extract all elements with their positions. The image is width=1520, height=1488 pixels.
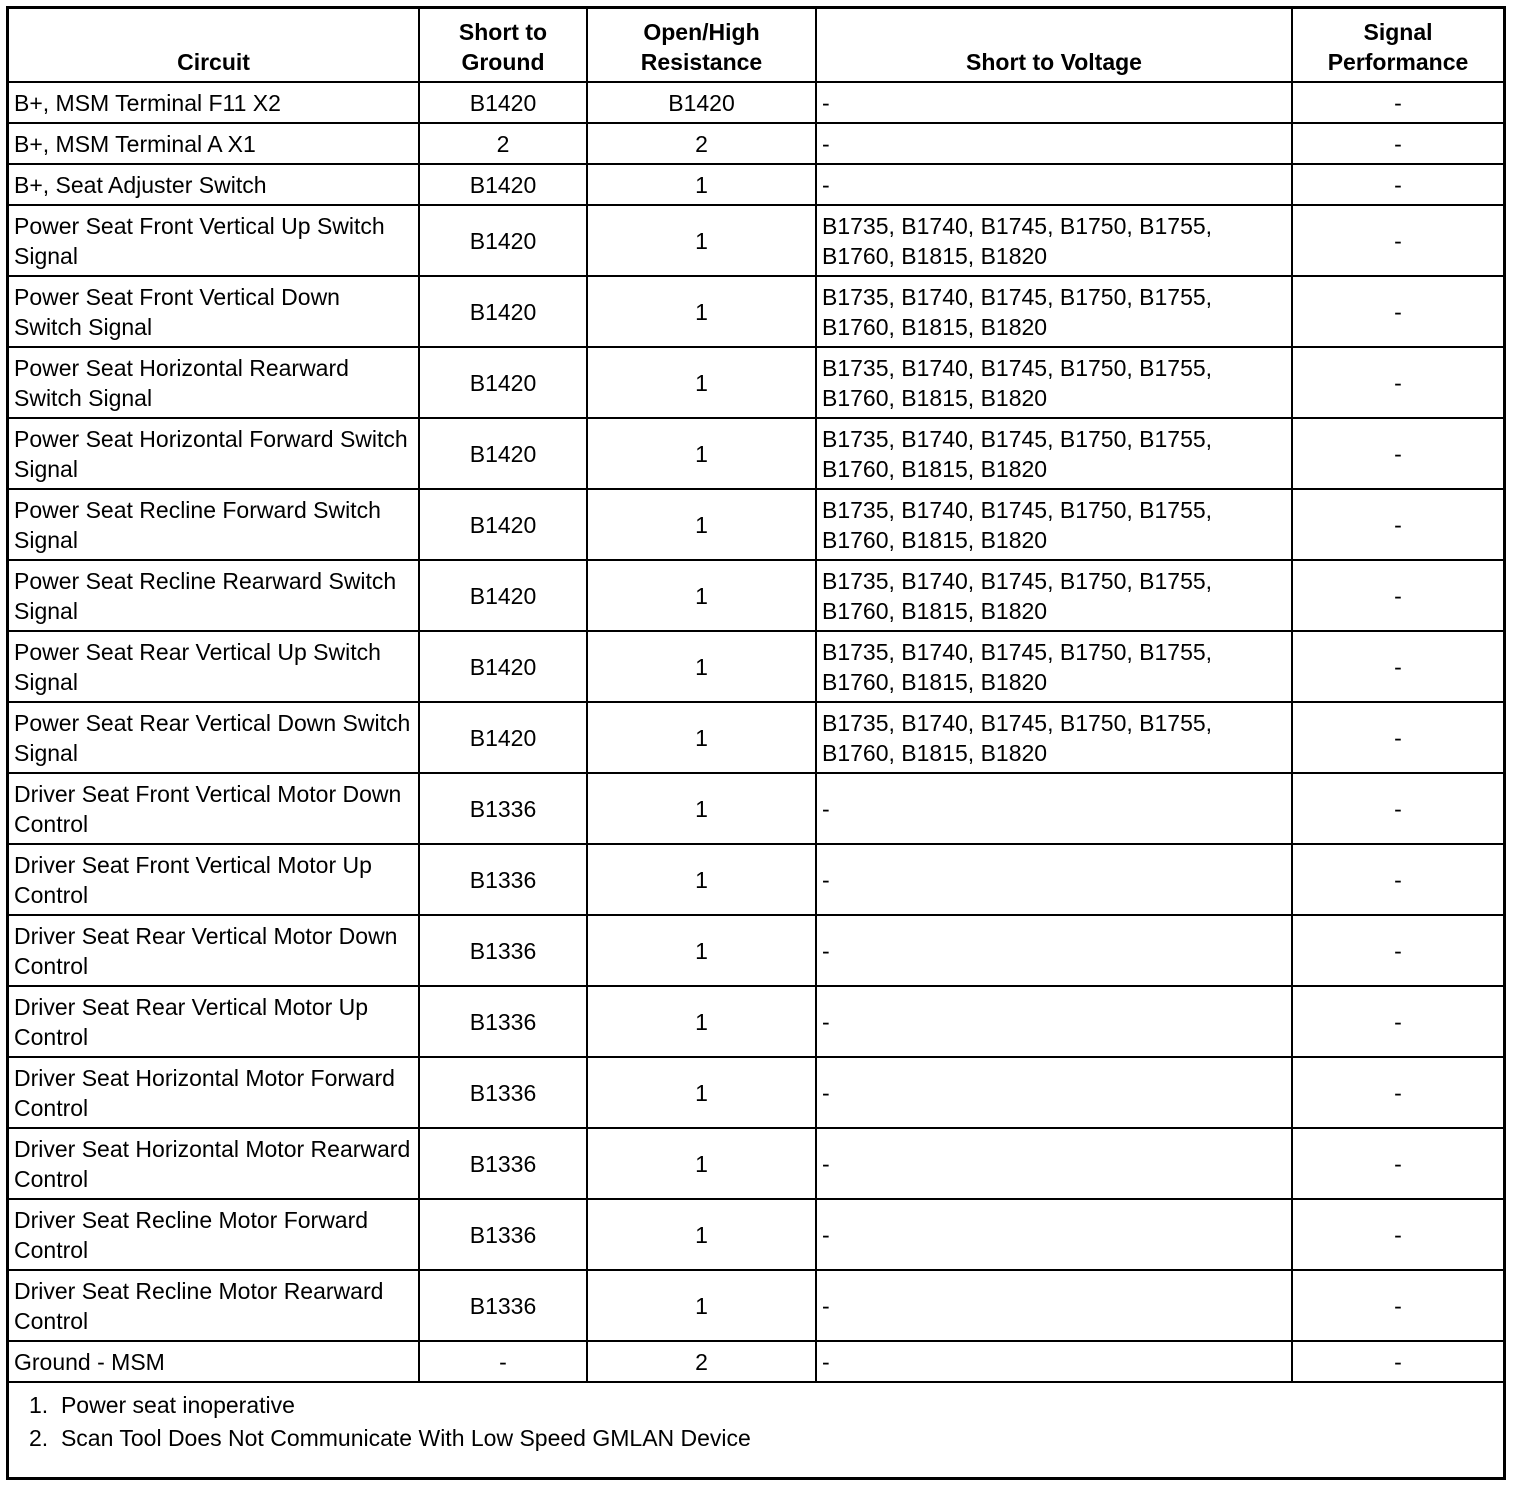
- table-row: [9, 844, 1503, 915]
- cell-open-high-resistance: 1: [587, 773, 816, 844]
- cell-circuit: Driver Seat Rear Vertical Motor Down Control: [9, 915, 419, 986]
- cell-signal-performance: -: [1292, 1270, 1503, 1341]
- cell-open-high-resistance: 1: [587, 1270, 816, 1341]
- cell-signal-performance: -: [1292, 205, 1503, 276]
- cell-short-to-ground: B1336: [419, 844, 587, 915]
- cell-circuit: Power Seat Recline Forward Switch Signal: [9, 489, 419, 560]
- cell-signal-performance: -: [1292, 1128, 1503, 1199]
- cell-open-high-resistance: 1: [587, 1128, 816, 1199]
- cell-circuit: Power Seat Horizontal Forward Switch Signal: [9, 418, 419, 489]
- cell-circuit: Driver Seat Horizontal Motor Forward Control: [9, 1057, 419, 1128]
- table-row: [9, 1057, 1503, 1128]
- cell-signal-performance: -: [1292, 1199, 1503, 1270]
- table-row: [9, 773, 1503, 844]
- cell-signal-performance: -: [1292, 844, 1503, 915]
- table-row: [9, 702, 1503, 773]
- cell-short-to-ground: B1420: [419, 702, 587, 773]
- header-short-to-ground: Short to Ground: [419, 9, 587, 82]
- cell-short-to-ground: B1336: [419, 1199, 587, 1270]
- cell-short-to-ground: B1420: [419, 631, 587, 702]
- cell-circuit: Power Seat Rear Vertical Down Switch Signal: [9, 702, 419, 773]
- cell-circuit: Power Seat Front Vertical Up Switch Signal: [9, 205, 419, 276]
- cell-signal-performance: -: [1292, 773, 1503, 844]
- cell-short-to-ground: B1420: [419, 347, 587, 418]
- header-short-to-voltage: Short to Voltage: [816, 9, 1292, 82]
- cell-signal-performance: -: [1292, 915, 1503, 986]
- footnote: 1. Power seat inoperative: [29, 1392, 295, 1418]
- circuit-dtc-table: [9, 9, 1503, 1383]
- cell-circuit: Power Seat Horizontal Rearward Switch Signal: [9, 347, 419, 418]
- header-signal-performance: Signal Performance: [1292, 9, 1503, 82]
- cell-open-high-resistance: B1420: [587, 82, 816, 123]
- header-open-high-resistance: Open/High Resistance: [587, 9, 816, 82]
- cell-signal-performance: -: [1292, 82, 1503, 123]
- cell-short-to-ground: B1420: [419, 82, 587, 123]
- cell-short-to-voltage: B1735, B1740, B1745, B1750, B1755, B1760, B1815, B1820: [816, 489, 1292, 560]
- cell-open-high-resistance: 1: [587, 205, 816, 276]
- cell-short-to-ground: -: [419, 1341, 587, 1382]
- cell-circuit: Power Seat Front Vertical Down Switch Signal: [9, 276, 419, 347]
- table-row: [9, 1199, 1503, 1270]
- cell-circuit: Ground - MSM: [9, 1341, 419, 1382]
- cell-open-high-resistance: 1: [587, 986, 816, 1057]
- table-row: [9, 123, 1503, 164]
- cell-signal-performance: -: [1292, 631, 1503, 702]
- cell-short-to-voltage: -: [816, 1128, 1292, 1199]
- cell-short-to-ground: B1420: [419, 164, 587, 205]
- cell-circuit: Power Seat Recline Rearward Switch Signal: [9, 560, 419, 631]
- cell-circuit: Driver Seat Front Vertical Motor Up Control: [9, 844, 419, 915]
- cell-short-to-ground: B1420: [419, 489, 587, 560]
- table-row: [9, 986, 1503, 1057]
- cell-circuit: B+, Seat Adjuster Switch: [9, 164, 419, 205]
- cell-signal-performance: -: [1292, 560, 1503, 631]
- cell-short-to-ground: B1336: [419, 1270, 587, 1341]
- cell-short-to-voltage: -: [816, 1057, 1292, 1128]
- cell-open-high-resistance: 1: [587, 489, 816, 560]
- cell-short-to-voltage: B1735, B1740, B1745, B1750, B1755, B1760, B1815, B1820: [816, 205, 1292, 276]
- cell-short-to-ground: B1336: [419, 986, 587, 1057]
- cell-open-high-resistance: 1: [587, 1199, 816, 1270]
- cell-short-to-voltage: -: [816, 123, 1292, 164]
- cell-signal-performance: -: [1292, 123, 1503, 164]
- cell-open-high-resistance: 1: [587, 347, 816, 418]
- cell-short-to-voltage: B1735, B1740, B1745, B1750, B1755, B1760, B1815, B1820: [816, 276, 1292, 347]
- cell-circuit: Driver Seat Rear Vertical Motor Up Control: [9, 986, 419, 1057]
- cell-short-to-voltage: -: [816, 986, 1292, 1057]
- cell-open-high-resistance: 2: [587, 1341, 816, 1382]
- cell-open-high-resistance: 1: [587, 418, 816, 489]
- cell-signal-performance: -: [1292, 1057, 1503, 1128]
- header-circuit: Circuit: [9, 9, 419, 82]
- cell-short-to-voltage: B1735, B1740, B1745, B1750, B1755, B1760, B1815, B1820: [816, 631, 1292, 702]
- table-row: [9, 205, 1503, 276]
- table-row: [9, 560, 1503, 631]
- table-row: [9, 915, 1503, 986]
- cell-signal-performance: -: [1292, 276, 1503, 347]
- table-row: [9, 276, 1503, 347]
- cell-short-to-voltage: -: [816, 164, 1292, 205]
- cell-signal-performance: -: [1292, 1341, 1503, 1382]
- table-row: [9, 489, 1503, 560]
- cell-short-to-ground: B1420: [419, 276, 587, 347]
- cell-circuit: Driver Seat Recline Motor Forward Control: [9, 1199, 419, 1270]
- cell-open-high-resistance: 2: [587, 123, 816, 164]
- cell-short-to-voltage: -: [816, 1341, 1292, 1382]
- cell-short-to-voltage: -: [816, 844, 1292, 915]
- cell-short-to-ground: B1420: [419, 418, 587, 489]
- cell-short-to-voltage: -: [816, 1270, 1292, 1341]
- cell-signal-performance: -: [1292, 702, 1503, 773]
- cell-short-to-voltage: B1735, B1740, B1745, B1750, B1755, B1760, B1815, B1820: [816, 560, 1292, 631]
- cell-signal-performance: -: [1292, 418, 1503, 489]
- cell-short-to-ground: B1336: [419, 773, 587, 844]
- cell-open-high-resistance: 1: [587, 844, 816, 915]
- cell-open-high-resistance: 1: [587, 915, 816, 986]
- cell-open-high-resistance: 1: [587, 164, 816, 205]
- cell-circuit: Driver Seat Recline Motor Rearward Control: [9, 1270, 419, 1341]
- footnote: 2. Scan Tool Does Not Communicate With Low Speed GMLAN Device: [29, 1425, 751, 1451]
- cell-open-high-resistance: 1: [587, 702, 816, 773]
- table-row: [9, 82, 1503, 123]
- cell-signal-performance: -: [1292, 986, 1503, 1057]
- cell-short-to-ground: B1336: [419, 1128, 587, 1199]
- footnotes: [9, 1383, 1503, 1455]
- table-row: [9, 1270, 1503, 1341]
- table-row: [9, 418, 1503, 489]
- cell-short-to-voltage: B1735, B1740, B1745, B1750, B1755, B1760, B1815, B1820: [816, 418, 1292, 489]
- table-header-row: [9, 9, 1503, 82]
- cell-short-to-ground: 2: [419, 123, 587, 164]
- cell-signal-performance: -: [1292, 489, 1503, 560]
- cell-circuit: B+, MSM Terminal F11 X2: [9, 82, 419, 123]
- cell-short-to-ground: B1336: [419, 1057, 587, 1128]
- dtc-symptom-table-document: [6, 6, 1506, 1480]
- cell-circuit: Power Seat Rear Vertical Up Switch Signal: [9, 631, 419, 702]
- cell-circuit: Driver Seat Horizontal Motor Rearward Control: [9, 1128, 419, 1199]
- cell-short-to-voltage: B1735, B1740, B1745, B1750, B1755, B1760, B1815, B1820: [816, 702, 1292, 773]
- cell-short-to-ground: B1420: [419, 560, 587, 631]
- table-row: [9, 347, 1503, 418]
- cell-open-high-resistance: 1: [587, 560, 816, 631]
- cell-short-to-ground: B1336: [419, 915, 587, 986]
- cell-signal-performance: -: [1292, 164, 1503, 205]
- cell-short-to-voltage: B1735, B1740, B1745, B1750, B1755, B1760, B1815, B1820: [816, 347, 1292, 418]
- table-row: [9, 631, 1503, 702]
- cell-short-to-voltage: -: [816, 1199, 1292, 1270]
- cell-short-to-ground: B1420: [419, 205, 587, 276]
- cell-signal-performance: -: [1292, 347, 1503, 418]
- cell-short-to-voltage: -: [816, 773, 1292, 844]
- cell-short-to-voltage: -: [816, 915, 1292, 986]
- table-row: [9, 164, 1503, 205]
- table-row: [9, 1128, 1503, 1199]
- cell-open-high-resistance: 1: [587, 276, 816, 347]
- cell-open-high-resistance: 1: [587, 1057, 816, 1128]
- table-row: [9, 1341, 1503, 1382]
- cell-circuit: B+, MSM Terminal A X1: [9, 123, 419, 164]
- cell-circuit: Driver Seat Front Vertical Motor Down Control: [9, 773, 419, 844]
- cell-short-to-voltage: -: [816, 82, 1292, 123]
- cell-open-high-resistance: 1: [587, 631, 816, 702]
